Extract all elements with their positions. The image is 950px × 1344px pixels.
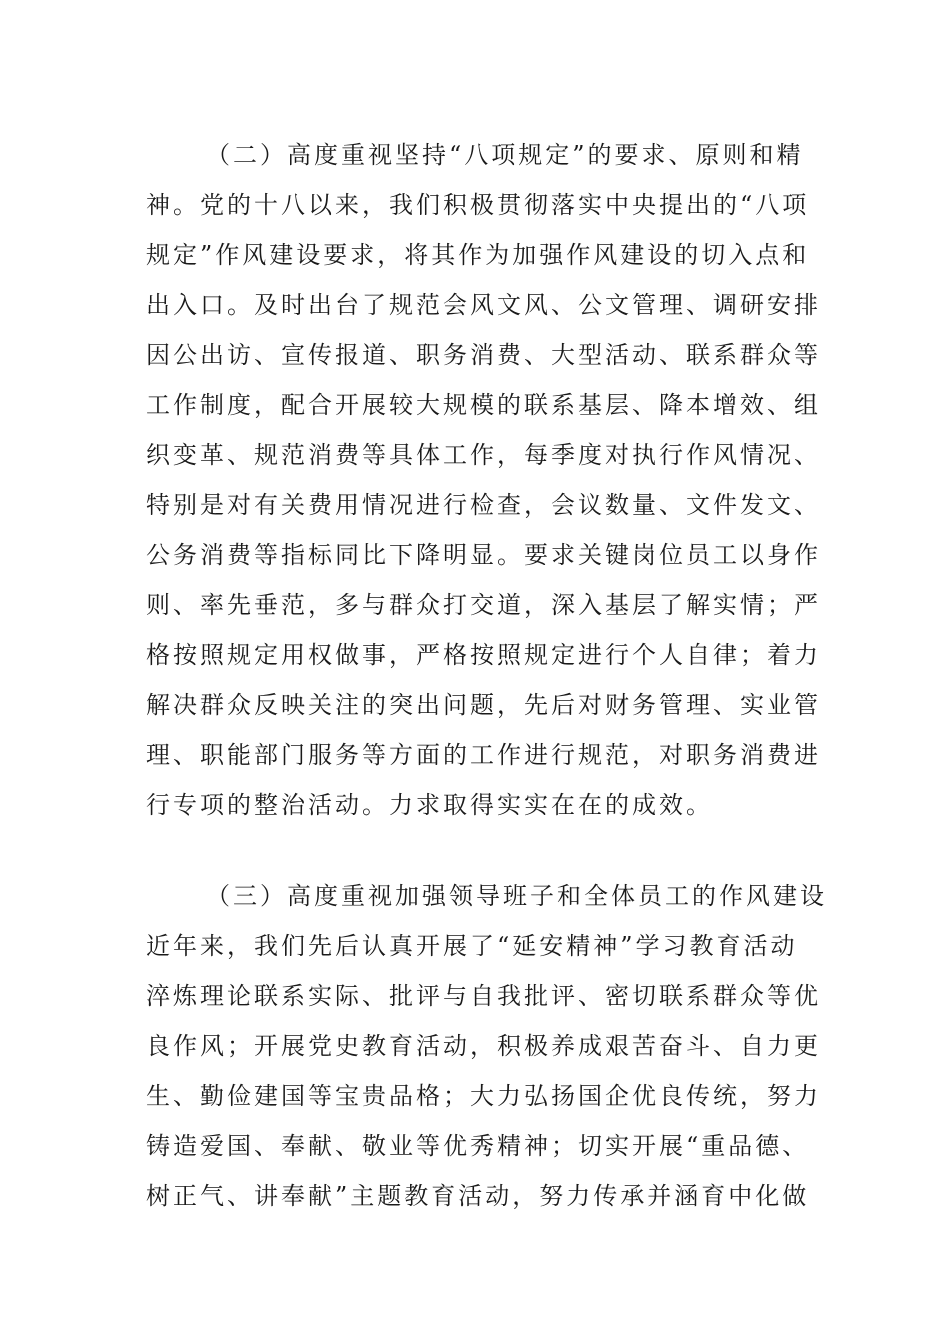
paragraph-line: 格按照规定用权做事，严格按照规定进行个人自律；着力 [146,641,821,669]
paragraph-line: 树正气、讲奉献”主题教育活动，努力传承并涵育中化做 [146,1182,810,1210]
paragraph-line: 近年来，我们先后认真开展了“延安精神”学习教育活动 [146,932,798,960]
paragraph-line: 因公出访、宣传报道、职务消费、大型活动、联系群众等 [146,341,821,369]
paragraph-line: 工作制度，配合开展较大规模的联系基层、降本增效、组 [146,391,821,419]
paragraph-section-3 [146,871,826,1221]
paragraph-section-2 [146,130,826,830]
paragraph-line: 神。党的十八以来，我们积极贯彻落实中央提出的“八项 [146,191,810,219]
paragraph-line: （二）高度重视坚持“八项规定”的要求、原则和精 [206,141,804,169]
paragraph-line: 铸造爱国、奉献、敬业等优秀精神；切实开展“重品德、 [146,1132,810,1160]
paragraph-line: 理、职能部门服务等方面的工作进行规范，对职务消费进 [146,741,821,769]
paragraph-line: 生、勤俭建国等宝贵品格；大力弘扬国企优良传统，努力 [146,1082,821,1110]
paragraph-line: 良作风；开展党史教育活动，积极养成艰苦奋斗、自力更 [146,1032,821,1060]
paragraph-line: 淬炼理论联系实际、批评与自我批评、密切联系群众等优 [146,982,821,1010]
paragraph-line: 解决群众反映关注的突出问题，先后对财务管理、实业管 [146,691,821,719]
paragraph-line: 行专项的整治活动。力求取得实实在在的成效。 [146,791,713,819]
paragraph-line: 规定”作风建设要求，将其作为加强作风建设的切入点和 [146,241,810,269]
paragraph-line: 公务消费等指标同比下降明显。要求关键岗位员工以身作 [146,541,821,569]
paragraph-line: （三）高度重视加强领导班子和全体员工的作风建设 [206,882,827,910]
paragraph-line: 织变革、规范消费等具体工作，每季度对执行作风情况、 [146,441,821,469]
paragraph-line: 出入口。及时出台了规范会风文风、公文管理、调研安排 [146,291,821,319]
paragraph-line: 则、率先垂范，多与群众打交道，深入基层了解实情；严 [146,591,821,619]
paragraph-line: 特别是对有关费用情况进行检查，会议数量、文件发文、 [146,491,821,519]
